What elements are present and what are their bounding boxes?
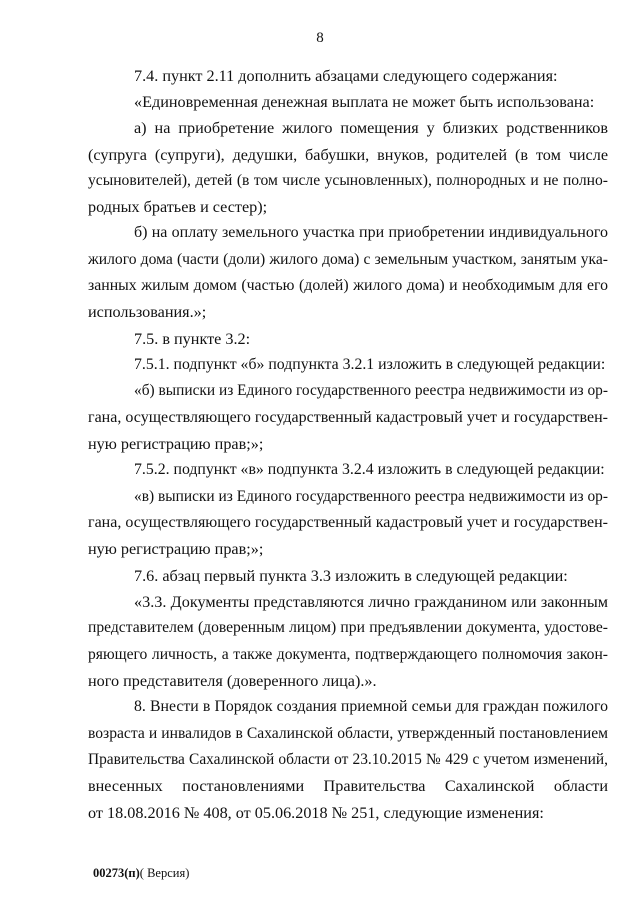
document-footer (93, 866, 189, 881)
text-line: (супруга (супруги), дедушки, бабушки, внуков, родителей (в том числе (88, 146, 608, 164)
page-number: 8 (316, 30, 324, 46)
text-line: занных жилым домом (частью (долей) жилого дома) и необходимым для его (88, 277, 608, 294)
text-line: ную регистрацию прав;»; (88, 540, 264, 558)
text-line: «3.3. Документы представляются лично гражданином или законным (134, 593, 608, 611)
text-line: возраста и инвалидов в Сахалинской области, утвержденный постановлением (88, 725, 608, 742)
text-line: «б) выписки из Единого государственного реестра недвижимости из ор- (134, 382, 608, 399)
text-line: ного представителя (доверенного лица).». (88, 672, 377, 690)
text-line: родных братьев и сестер); (88, 198, 268, 216)
text-line: «в) выписки из Единого государственного реестра недвижимости из ор- (134, 488, 608, 505)
text-line: а) на приобретение жилого помещения у близких родственников (134, 119, 608, 137)
text-line: гана, осуществляющего государственный кадастровый учет и государствен- (88, 409, 608, 426)
text-line: жилого дома (части (доли) жилого дома) с земельным участком, занятым ука- (88, 251, 608, 268)
text-line: 7.5.2. подпункт «в» подпункта 3.2.4 изложить в следующей редакции: (134, 461, 605, 478)
text-line: использования.»; (88, 303, 207, 321)
text-line: от 18.08.2016 № 408, от 05.06.2018 № 251, следующие изменения: (88, 804, 544, 822)
text-line: 7.5.1. подпункт «б» подпункта 3.2.1 изложить в следующей редакции: (134, 356, 606, 373)
text-line: 8. Внести в Порядок создания приемной семьи для граждан пожилого (134, 698, 608, 715)
text-line: 7.5. в пункте 3.2: (134, 330, 251, 348)
text-line: ряющего личность, а также документа, подтверждающего полномочия закон- (88, 646, 608, 663)
text-line: Правительства Сахалинской области от 23.10.2015 № 429 с учетом изменений, (88, 751, 608, 768)
text-line: б) на оплату земельного участка при приобретении индивидуального (134, 224, 608, 241)
document-version: ( Версия) (139, 866, 190, 880)
text-line: ную регистрацию прав;»; (88, 435, 264, 453)
text-line: усыновителей), детей (в том числе усыновленных), полнородных и не полно- (88, 172, 608, 189)
text-line: 7.4. пункт 2.11 дополнить абзацами следующего содержания: (134, 67, 558, 85)
text-line: 7.6. абзац первый пункта 3.3 изложить в следующей редакции: (134, 567, 568, 585)
document-code: 00273(п) (93, 866, 140, 880)
text-line: внесенных постановлениями Правительства Сахалинской области (88, 777, 608, 795)
text-line: гана, осуществляющего государственный кадастровый учет и государствен- (88, 514, 608, 531)
text-line: представителем (доверенным лицом) при предъявлении документа, удостове- (88, 619, 608, 636)
text-line: «Единовременная денежная выплата не может быть использована: (134, 93, 595, 111)
